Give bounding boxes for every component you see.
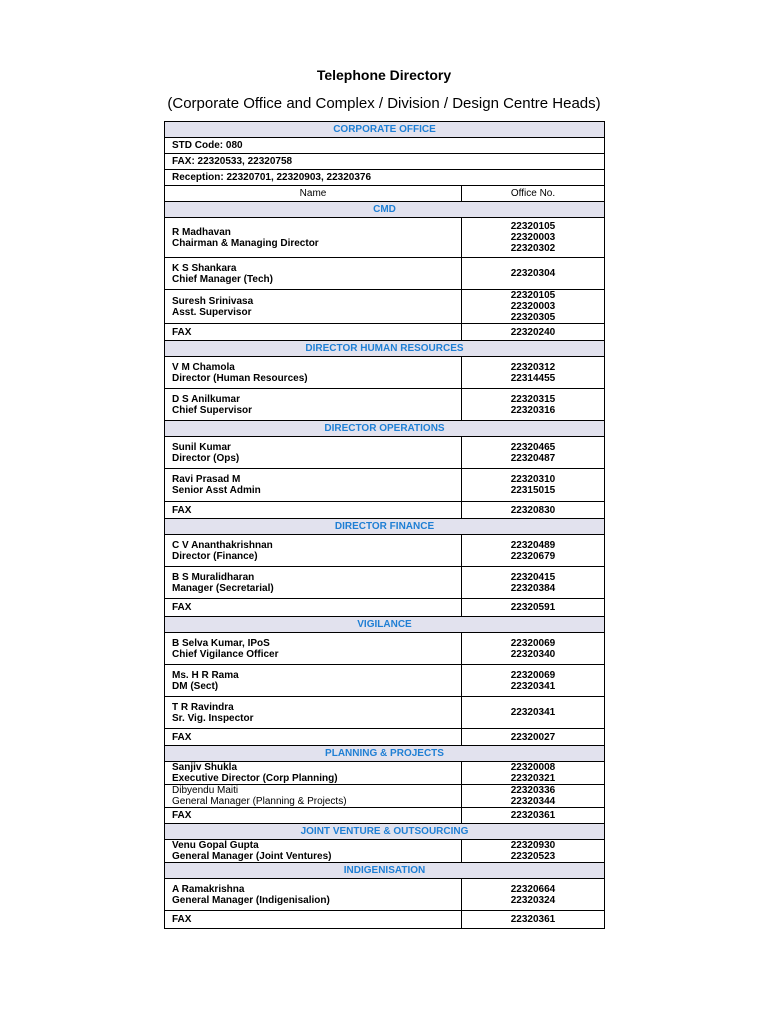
contact-role: Senior Asst Admin [172, 485, 261, 496]
phone-number: 22320316 [510, 404, 556, 416]
phone-number: 22320105 [510, 221, 556, 232]
fax-row [165, 911, 605, 929]
contact-row [165, 665, 605, 697]
fax-row [165, 729, 605, 746]
contact-name-cell [165, 729, 462, 746]
contact-role: Director (Human Resources) [172, 372, 308, 384]
contact-name-cell [165, 437, 462, 469]
section-header-row [165, 519, 605, 535]
contact-row [165, 535, 605, 567]
office-number-cell [462, 567, 605, 599]
phone-number: 22320341 [510, 680, 556, 692]
contact-name: Dibyendu Maiti [172, 785, 239, 796]
phone-number: 22320105 [510, 290, 556, 301]
contact-name: R Madhavan [172, 226, 231, 238]
contact-name: T R Ravindra [172, 701, 234, 713]
section-header-row [165, 617, 605, 633]
phone-number: 22320003 [510, 232, 556, 243]
section-title-vigilance: VIGILANCE [165, 617, 605, 633]
fax-label: FAX [172, 602, 192, 613]
contact-role: Chief Vigilance Officer [172, 648, 279, 660]
contact-name: Suresh Srinivasa [172, 295, 254, 307]
std-code: STD Code: 080 [165, 138, 605, 154]
contact-name-cell [165, 502, 462, 519]
contact-name-cell [165, 389, 462, 421]
contact-role: Chief Supervisor [172, 404, 253, 416]
phone-number: 22320336 [510, 785, 556, 796]
corporate-fax: FAX: 22320533, 22320758 [165, 154, 605, 170]
phone-number: 22320340 [510, 648, 556, 660]
phone-number: 22320069 [510, 669, 556, 681]
phone-number: 22320344 [510, 796, 556, 807]
section-title-director-human-resources: DIRECTOR HUMAN RESOURCES [165, 341, 605, 357]
phone-number: 22320003 [510, 301, 556, 312]
office-number-cell [462, 258, 605, 290]
phone-number: 22320305 [510, 312, 556, 323]
fax-label: FAX [172, 326, 192, 338]
contact-name-cell [165, 697, 462, 729]
phone-number: 22320830 [510, 504, 556, 516]
phone-number: 22320664 [510, 883, 556, 895]
fax-row [165, 808, 605, 824]
phone-number: 22320679 [510, 550, 556, 562]
contact-name-cell [165, 290, 462, 324]
contact-name-cell [165, 218, 462, 258]
phone-number: 22320361 [510, 810, 556, 821]
phone-number: 22320384 [510, 582, 556, 594]
reception: Reception: 22320701, 22320903, 22320376 [165, 170, 605, 186]
contact-row [165, 218, 605, 258]
contact-name-cell [165, 469, 462, 502]
contact-name: K S Shankara [172, 262, 237, 274]
contact-name-cell [165, 357, 462, 389]
contact-name-cell [165, 665, 462, 697]
office-number-cell [462, 785, 605, 808]
fax-label: FAX [172, 810, 192, 821]
office-number-cell [462, 697, 605, 729]
phone-number: 22320341 [510, 707, 556, 718]
contact-name: Sanjiv Shukla [172, 762, 238, 773]
contact-name-cell [165, 840, 462, 863]
contact-name: A Ramakrishna [172, 883, 245, 895]
contact-name-cell [165, 911, 462, 929]
phone-number: 22320321 [510, 773, 556, 784]
contact-name: Ravi Prasad M [172, 474, 241, 485]
contact-role: Chief Manager (Tech) [172, 273, 273, 285]
fax-label: FAX [172, 504, 192, 516]
phone-number: 22320315 [510, 393, 556, 405]
contact-name-cell [165, 762, 462, 785]
section-title-cmd: CMD [165, 202, 605, 218]
phone-number: 22320361 [510, 914, 556, 925]
office-number-cell [462, 599, 605, 617]
contact-row [165, 840, 605, 863]
contact-role: General Manager (Joint Ventures) [172, 851, 332, 862]
section-header-row [165, 824, 605, 840]
section-title-director-finance: DIRECTOR FINANCE [165, 519, 605, 535]
info-row [165, 138, 605, 154]
contact-name-cell [165, 324, 462, 341]
fax-label: FAX [172, 914, 192, 925]
office-number-cell [462, 469, 605, 502]
contact-role: Manager (Secretarial) [172, 582, 274, 594]
column-header-row [165, 186, 605, 202]
phone-number: 22320487 [510, 452, 556, 464]
section-header-row [165, 341, 605, 357]
phone-number: 22320465 [510, 441, 556, 453]
contact-name-cell [165, 535, 462, 567]
phone-number: 22320523 [510, 851, 556, 862]
section-title-indigenisation: INDIGENISATION [165, 863, 605, 879]
phone-number: 22315015 [510, 485, 556, 496]
office-number-cell [462, 502, 605, 519]
section-header-row [165, 746, 605, 762]
contact-name: B S Muralidharan [172, 571, 255, 583]
phone-number: 22320930 [510, 840, 556, 851]
contact-role: General Manager (Planning & Projects) [172, 796, 347, 807]
office-number-cell [462, 879, 605, 911]
contact-role: Chairman & Managing Director [172, 237, 319, 249]
contact-name: B Selva Kumar, IPoS [172, 637, 270, 649]
phone-number: 22320027 [510, 731, 556, 743]
info-row [165, 170, 605, 186]
office-number-cell [462, 437, 605, 469]
contact-name: V M Chamola [172, 361, 235, 373]
contact-row [165, 469, 605, 502]
contact-row [165, 879, 605, 911]
office-number-cell [462, 762, 605, 785]
office-number-cell [462, 840, 605, 863]
section-header-row [165, 122, 605, 138]
office-number-cell [462, 665, 605, 697]
phone-number: 22320415 [510, 571, 556, 583]
contact-role: Director (Finance) [172, 550, 258, 562]
phone-number: 22320302 [510, 243, 556, 254]
phone-number: 22320304 [510, 268, 556, 279]
phone-number: 22320008 [510, 762, 556, 773]
fax-label: FAX [172, 731, 192, 743]
phone-number: 22314455 [510, 372, 556, 384]
contact-name-cell [165, 567, 462, 599]
directory-table [164, 121, 605, 929]
column-header-office-no: Office No. [462, 186, 605, 202]
phone-number: 22320591 [510, 602, 556, 613]
contact-row [165, 437, 605, 469]
phone-number: 22320069 [510, 637, 556, 649]
office-number-cell [462, 324, 605, 341]
contact-name: Venu Gopal Gupta [172, 840, 259, 851]
contact-name: Ms. H R Rama [172, 669, 239, 681]
contact-name-cell [165, 599, 462, 617]
contact-row [165, 697, 605, 729]
contact-row [165, 762, 605, 785]
contact-row [165, 389, 605, 421]
contact-row [165, 633, 605, 665]
section-title-director-operations: DIRECTOR OPERATIONS [165, 421, 605, 437]
office-number-cell [462, 729, 605, 746]
contact-name: D S Anilkumar [172, 393, 240, 405]
phone-number: 22320310 [510, 474, 556, 485]
section-header-row [165, 202, 605, 218]
phone-number: 22320240 [510, 326, 556, 338]
contact-role: Director (Ops) [172, 452, 240, 464]
office-number-cell [462, 535, 605, 567]
contact-row [165, 567, 605, 599]
section-header-row [165, 421, 605, 437]
phone-number: 22320324 [510, 894, 556, 906]
contact-role: Asst. Supervisor [172, 306, 252, 318]
contact-row [165, 785, 605, 808]
office-number-cell [462, 357, 605, 389]
section-title-planning-projects: PLANNING & PROJECTS [165, 746, 605, 762]
contact-row [165, 357, 605, 389]
section-title-corporate-office: CORPORATE OFFICE [165, 122, 605, 138]
contact-name-cell [165, 808, 462, 824]
contact-name: C V Ananthakrishnan [172, 539, 273, 551]
info-row [165, 154, 605, 170]
office-number-cell [462, 389, 605, 421]
section-title-joint-venture-outsourcing: JOINT VENTURE & OUTSOURCING [165, 824, 605, 840]
section-header-row [165, 863, 605, 879]
office-number-cell [462, 808, 605, 824]
contact-role: Sr. Vig. Inspector [172, 712, 254, 724]
page-subtitle: (Corporate Office and Complex / Division / Design Centre Heads) [167, 95, 601, 112]
contact-role: DM (Sect) [172, 680, 219, 692]
contact-row [165, 290, 605, 324]
contact-name-cell [165, 633, 462, 665]
office-number-cell [462, 218, 605, 258]
column-header-name: Name [165, 186, 462, 202]
contact-name: Sunil Kumar [172, 441, 231, 453]
phone-number: 22320489 [510, 539, 556, 551]
fax-row [165, 324, 605, 341]
office-number-cell [462, 290, 605, 324]
contact-row [165, 258, 605, 290]
fax-row [165, 502, 605, 519]
contact-role: General Manager (Indigenisalion) [172, 894, 330, 906]
office-number-cell [462, 911, 605, 929]
contact-name-cell [165, 785, 462, 808]
contact-name-cell [165, 258, 462, 290]
contact-name-cell [165, 879, 462, 911]
contact-role: Executive Director (Corp Planning) [172, 773, 338, 784]
page-title: Telephone Directory [316, 67, 452, 83]
phone-number: 22320312 [510, 361, 556, 373]
fax-row [165, 599, 605, 617]
office-number-cell [462, 633, 605, 665]
